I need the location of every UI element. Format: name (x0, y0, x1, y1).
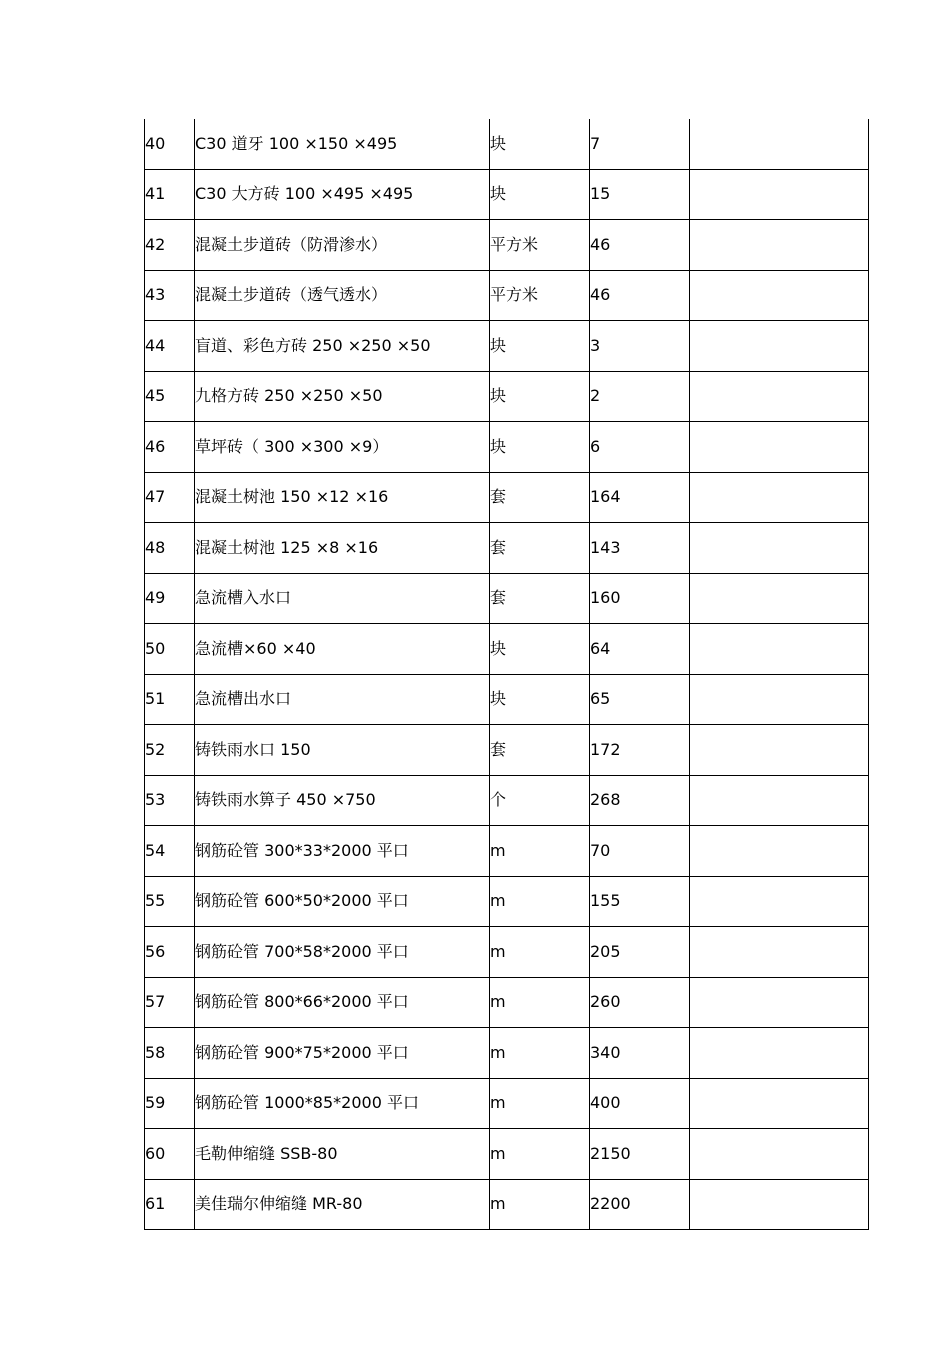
materials-price-table (144, 119, 869, 1230)
item-remark (690, 371, 869, 422)
table-row (145, 523, 869, 574)
item-name: 钢筋砼管 800*66*2000 平口 (195, 977, 490, 1028)
table-row (145, 371, 869, 422)
row-number: 60 (145, 1129, 195, 1180)
item-price: 2150 (590, 1129, 690, 1180)
item-unit: m (490, 1179, 590, 1230)
row-number: 58 (145, 1028, 195, 1079)
row-number: 47 (145, 472, 195, 523)
item-price: 155 (590, 876, 690, 927)
item-price: 64 (590, 624, 690, 675)
item-price: 400 (590, 1078, 690, 1129)
item-name: 盲道、彩色方砖 250 ×250 ×50 (195, 321, 490, 372)
row-number: 57 (145, 977, 195, 1028)
row-number: 59 (145, 1078, 195, 1129)
item-price: 260 (590, 977, 690, 1028)
row-number: 51 (145, 674, 195, 725)
item-remark (690, 826, 869, 877)
item-price: 7 (590, 119, 690, 169)
row-number: 61 (145, 1179, 195, 1230)
item-name: 急流槽出水口 (195, 674, 490, 725)
row-number: 55 (145, 876, 195, 927)
row-number: 50 (145, 624, 195, 675)
table-row (145, 624, 869, 675)
table-row (145, 220, 869, 271)
item-remark (690, 422, 869, 473)
table-row (145, 927, 869, 978)
item-name: 九格方砖 250 ×250 ×50 (195, 371, 490, 422)
table-row (145, 472, 869, 523)
table-row (145, 169, 869, 220)
item-name: 毛勒伸缩缝 SSB-80 (195, 1129, 490, 1180)
item-unit: 平方米 (490, 220, 590, 271)
item-remark (690, 169, 869, 220)
item-price: 15 (590, 169, 690, 220)
item-unit: 个 (490, 775, 590, 826)
table-row (145, 977, 869, 1028)
row-number: 49 (145, 573, 195, 624)
row-number: 56 (145, 927, 195, 978)
item-name: 钢筋砼管 1000*85*2000 平口 (195, 1078, 490, 1129)
table-row (145, 1078, 869, 1129)
item-unit: 套 (490, 523, 590, 574)
item-name: 急流槽入水口 (195, 573, 490, 624)
item-price: 164 (590, 472, 690, 523)
row-number: 54 (145, 826, 195, 877)
item-name: 钢筋砼管 700*58*2000 平口 (195, 927, 490, 978)
row-number: 40 (145, 119, 195, 169)
row-number: 53 (145, 775, 195, 826)
item-unit: m (490, 1028, 590, 1079)
item-remark (690, 119, 869, 169)
row-number: 46 (145, 422, 195, 473)
item-unit: 平方米 (490, 270, 590, 321)
item-name: 混凝土树池 125 ×8 ×16 (195, 523, 490, 574)
item-unit: m (490, 927, 590, 978)
table-row (145, 1179, 869, 1230)
item-name: C30 道牙 100 ×150 ×495 (195, 119, 490, 169)
item-unit: m (490, 1078, 590, 1129)
row-number: 43 (145, 270, 195, 321)
table-row (145, 826, 869, 877)
item-price: 268 (590, 775, 690, 826)
item-name: 铸铁雨水口 150 (195, 725, 490, 776)
item-name: 钢筋砼管 900*75*2000 平口 (195, 1028, 490, 1079)
item-unit: 块 (490, 674, 590, 725)
item-remark (690, 472, 869, 523)
table-row (145, 573, 869, 624)
item-price: 172 (590, 725, 690, 776)
item-remark (690, 977, 869, 1028)
item-name: 混凝土步道砖（防滑渗水） (195, 220, 490, 271)
item-unit: 块 (490, 371, 590, 422)
item-price: 160 (590, 573, 690, 624)
item-remark (690, 573, 869, 624)
item-name: 铸铁雨水箅子 450 ×750 (195, 775, 490, 826)
item-remark (690, 1129, 869, 1180)
item-unit: 套 (490, 725, 590, 776)
item-unit: 套 (490, 472, 590, 523)
table-row (145, 321, 869, 372)
row-number: 45 (145, 371, 195, 422)
table-body (145, 119, 869, 1230)
item-remark (690, 876, 869, 927)
item-unit: m (490, 977, 590, 1028)
row-number: 42 (145, 220, 195, 271)
row-number: 44 (145, 321, 195, 372)
item-remark (690, 220, 869, 271)
item-unit: 块 (490, 624, 590, 675)
item-price: 340 (590, 1028, 690, 1079)
table-row (145, 1129, 869, 1180)
item-price: 3 (590, 321, 690, 372)
item-unit: 块 (490, 422, 590, 473)
item-unit: 块 (490, 119, 590, 169)
item-unit: 块 (490, 169, 590, 220)
table-row (145, 119, 869, 169)
item-unit: m (490, 876, 590, 927)
item-unit: m (490, 826, 590, 877)
table-row (145, 775, 869, 826)
item-name: 美佳瑞尔伸缩缝 MR-80 (195, 1179, 490, 1230)
item-unit: m (490, 1129, 590, 1180)
item-name: 混凝土树池 150 ×12 ×16 (195, 472, 490, 523)
row-number: 41 (145, 169, 195, 220)
item-price: 46 (590, 270, 690, 321)
item-price: 6 (590, 422, 690, 473)
item-remark (690, 523, 869, 574)
item-name: 钢筋砼管 300*33*2000 平口 (195, 826, 490, 877)
item-price: 2 (590, 371, 690, 422)
table-row (145, 725, 869, 776)
item-unit: 块 (490, 321, 590, 372)
item-remark (690, 624, 869, 675)
item-remark (690, 775, 869, 826)
item-name: 急流槽×60 ×40 (195, 624, 490, 675)
item-price: 2200 (590, 1179, 690, 1230)
row-number: 52 (145, 725, 195, 776)
item-remark (690, 927, 869, 978)
item-remark (690, 1078, 869, 1129)
item-price: 205 (590, 927, 690, 978)
item-remark (690, 674, 869, 725)
item-price: 46 (590, 220, 690, 271)
item-remark (690, 725, 869, 776)
table-row (145, 270, 869, 321)
item-name: 钢筋砼管 600*50*2000 平口 (195, 876, 490, 927)
table-row (145, 1028, 869, 1079)
item-price: 65 (590, 674, 690, 725)
item-price: 70 (590, 826, 690, 877)
table-row (145, 674, 869, 725)
item-remark (690, 270, 869, 321)
row-number: 48 (145, 523, 195, 574)
item-unit: 套 (490, 573, 590, 624)
item-name: C30 大方砖 100 ×495 ×495 (195, 169, 490, 220)
item-remark (690, 321, 869, 372)
item-remark (690, 1028, 869, 1079)
table-row (145, 422, 869, 473)
item-name: 混凝土步道砖（透气透水） (195, 270, 490, 321)
item-price: 143 (590, 523, 690, 574)
item-name: 草坪砖（ 300 ×300 ×9） (195, 422, 490, 473)
table-row (145, 876, 869, 927)
item-remark (690, 1179, 869, 1230)
